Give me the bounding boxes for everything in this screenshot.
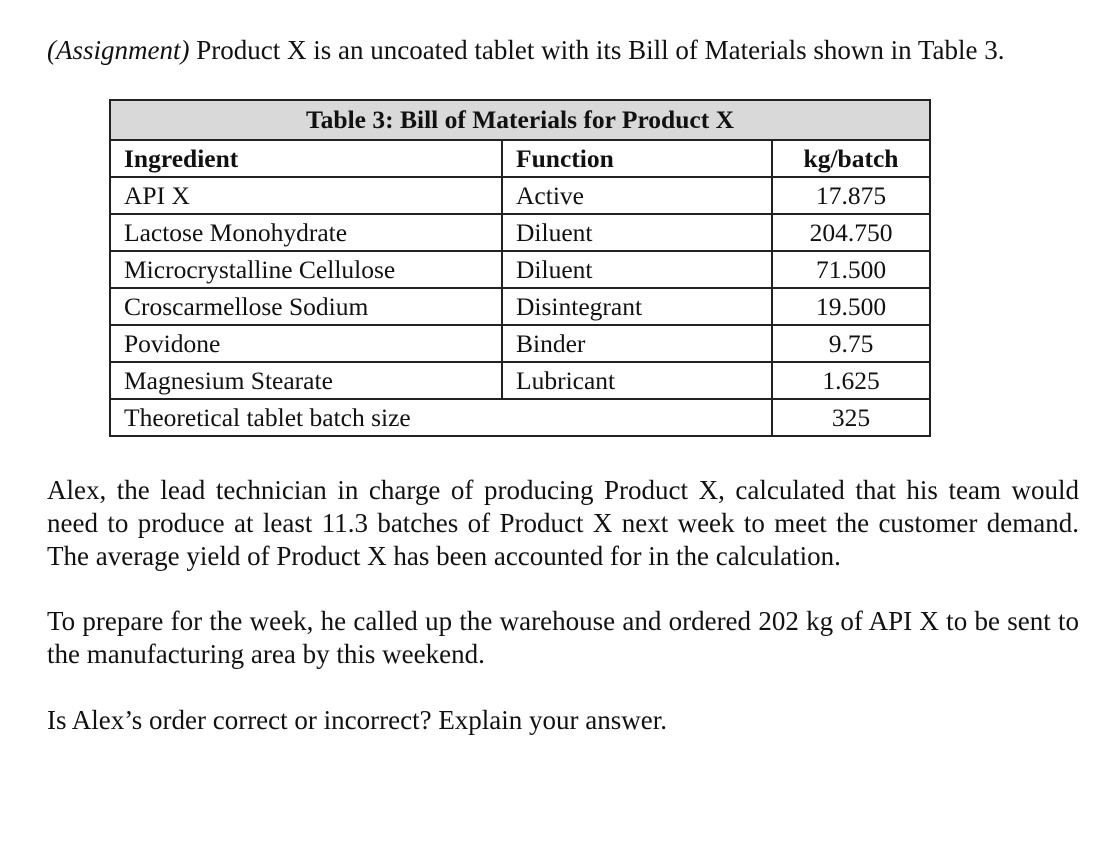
- kg-batch-cell: 1.625: [772, 362, 930, 399]
- bill-of-materials-table: [109, 99, 931, 437]
- question-paragraph: Is Alex’s order correct or incorrect? Explain your answer.: [47, 705, 668, 735]
- kg-batch-cell: 71.500: [772, 251, 930, 288]
- order-paragraph: To prepare for the week, he called up the warehouse and ordered 202 kg of API X to be sent to the manufacturing area by this weekend.: [47, 606, 1079, 669]
- intro-line: [47, 30, 1087, 70]
- table-row: [110, 214, 930, 251]
- kg-batch-cell: 204.750: [772, 214, 930, 251]
- function-cell: Lubricant: [502, 362, 772, 399]
- table-caption: Table 3: Bill of Materials for Product X: [110, 100, 930, 140]
- table-row: [110, 177, 930, 214]
- function-cell: Binder: [502, 325, 772, 362]
- assignment-tag: (Assignment): [47, 35, 190, 65]
- function-cell: Active: [502, 177, 772, 214]
- header-kg-per-batch: kg/batch: [772, 140, 930, 177]
- intro-text: Product X is an uncoated tablet with its Bill of Materials shown in Table 3.: [189, 35, 1005, 65]
- ingredient-cell: Microcrystalline Cellulose: [110, 251, 502, 288]
- function-cell: Diluent: [502, 214, 772, 251]
- ingredient-cell: Magnesium Stearate: [110, 362, 502, 399]
- table-caption-row: [110, 100, 930, 140]
- kg-batch-cell: 9.75: [772, 325, 930, 362]
- table-total-row: [110, 399, 930, 436]
- table-row: [110, 288, 930, 325]
- header-function: Function: [502, 140, 772, 177]
- function-cell: Disintegrant: [502, 288, 772, 325]
- batch-size-label: Theoretical tablet batch size: [110, 399, 772, 436]
- function-cell: Diluent: [502, 251, 772, 288]
- kg-batch-cell: 17.875: [772, 177, 930, 214]
- scenario-paragraph: Alex, the lead technician in charge of producing Product X, calculated that his team would need to produce at least 11.3 batches of Product X next week to meet the customer demand. The average yield of Product X has been accounted for in the calculation.: [47, 475, 1079, 571]
- table-row: [110, 251, 930, 288]
- header-ingredient: Ingredient: [110, 140, 502, 177]
- batch-size-value: 325: [772, 399, 930, 436]
- ingredient-cell: Lactose Monohydrate: [110, 214, 502, 251]
- ingredient-cell: API X: [110, 177, 502, 214]
- table-header-row: [110, 140, 930, 177]
- ingredient-cell: Povidone: [110, 325, 502, 362]
- table-row: [110, 362, 930, 399]
- kg-batch-cell: 19.500: [772, 288, 930, 325]
- table-row: [110, 325, 930, 362]
- ingredient-cell: Croscarmellose Sodium: [110, 288, 502, 325]
